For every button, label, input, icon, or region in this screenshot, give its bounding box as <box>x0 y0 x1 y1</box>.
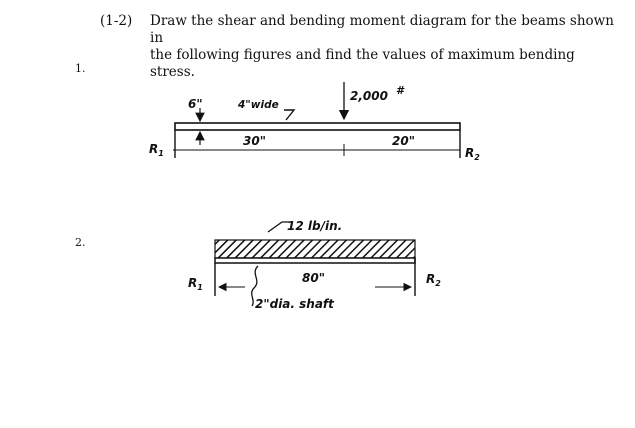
svg-text:R2: $R_2$ <box>465 146 480 162</box>
reaction-r1-2 <box>188 276 203 292</box>
svg-text:R1: $R_1$ <box>188 276 203 292</box>
point-load-unit: # <box>396 84 404 97</box>
reaction-r2 <box>465 146 480 162</box>
svg-text:R2: $R_2$ <box>426 272 441 288</box>
question-text-line-2: the following figures and find the values of maximum bending stress. <box>150 47 575 80</box>
width-annotation <box>237 99 294 120</box>
beam-1 <box>175 123 460 130</box>
span-label: 80" <box>302 271 325 285</box>
reaction-r2-2 <box>426 272 441 288</box>
point-load <box>344 82 405 119</box>
span-right-label: 20" <box>392 134 415 148</box>
distributed-load-label: 12 lb/in. <box>287 219 343 233</box>
distributed-load-hatch <box>215 240 415 258</box>
reaction-r1 <box>149 142 164 158</box>
svg-text:R1: $R_1$ <box>149 142 164 158</box>
question-number: (1-2) <box>100 13 133 29</box>
span-80-dimension <box>219 271 411 287</box>
width-label: 4"wide <box>238 99 279 111</box>
problem-2-number: 2. <box>75 236 86 249</box>
height-dimension <box>188 97 203 145</box>
shaft-label: 2"dia. shaft <box>255 297 334 311</box>
span-left-label: 30" <box>243 134 266 148</box>
beam-2 <box>215 258 415 263</box>
point-load-label: 2,000 <box>350 89 388 103</box>
height-label: 6" <box>188 97 203 111</box>
problem-2-diagram <box>188 219 441 311</box>
problem-1-diagram <box>149 82 480 162</box>
span-dimension-line <box>173 130 460 158</box>
question-text-line-1: Draw the shear and bending moment diagram for the beams shown in <box>150 13 614 46</box>
problem-1-number: 1. <box>75 62 86 75</box>
